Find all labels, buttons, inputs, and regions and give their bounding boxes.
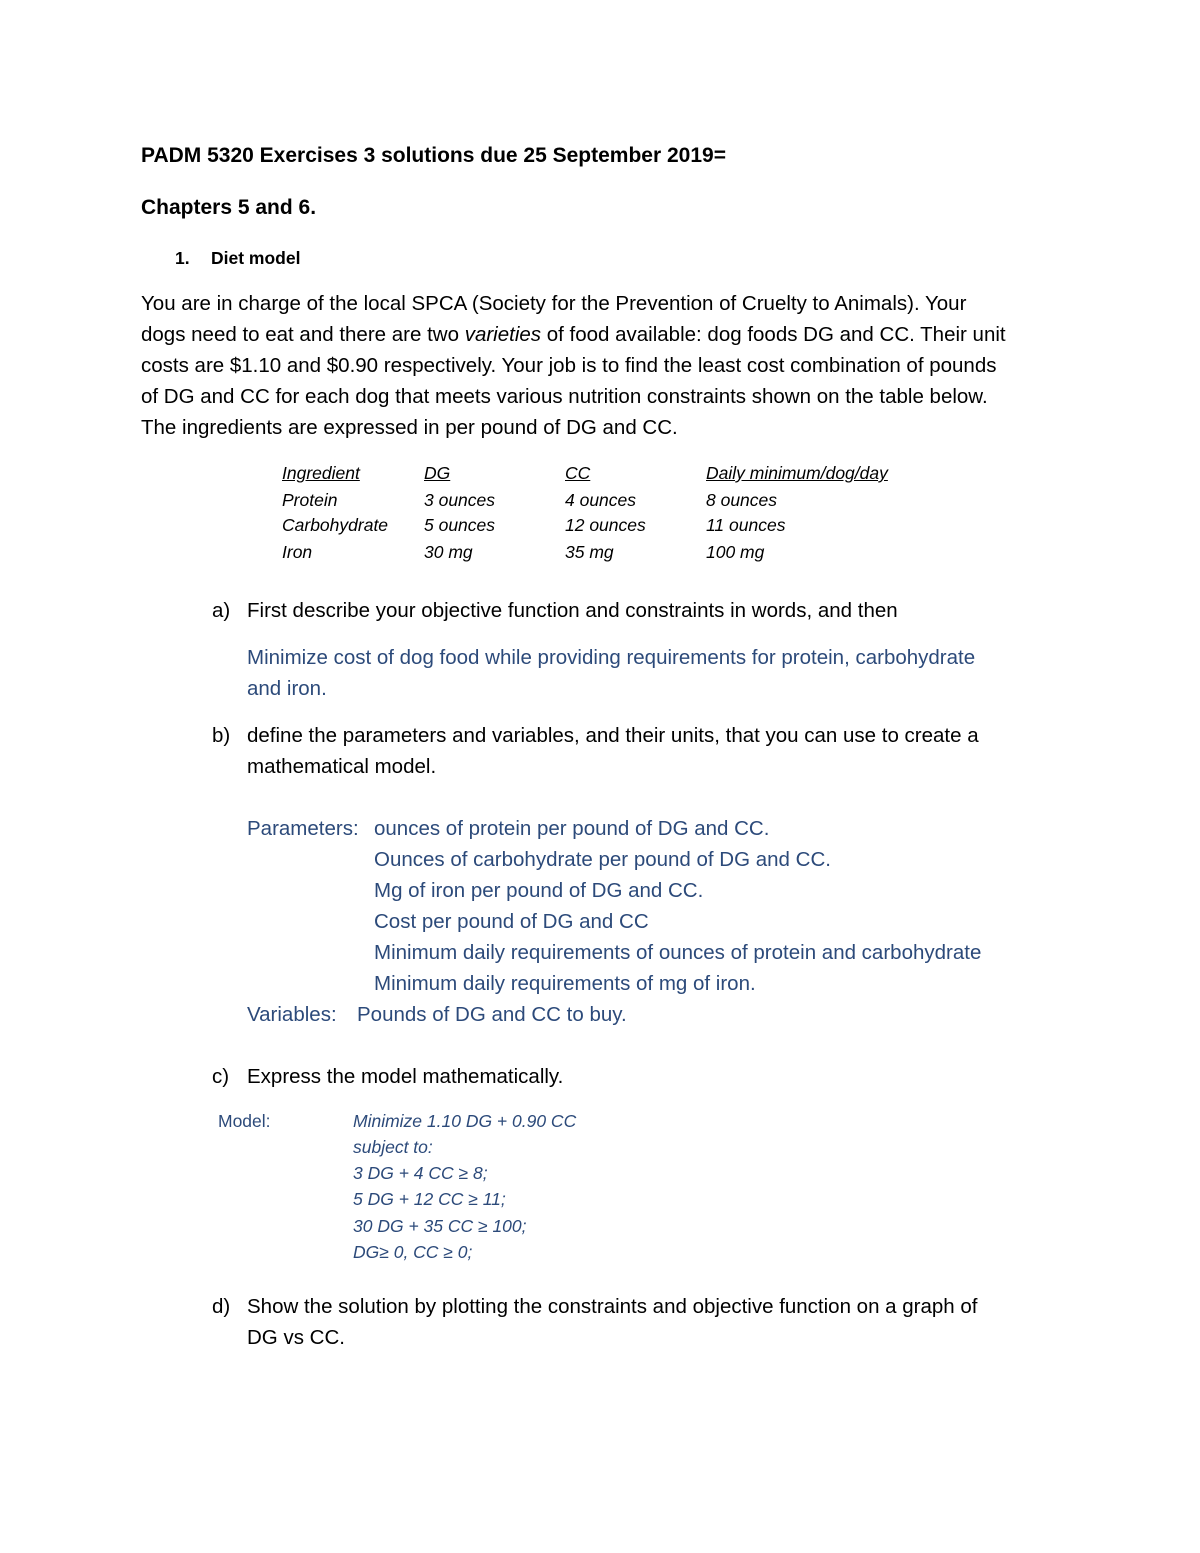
variables-value: Pounds of DG and CC to buy.: [357, 1003, 627, 1026]
section-heading: Diet model: [211, 248, 301, 268]
intro-line: dogs need to eat and there are two varieties of food available: dog foods DG and CC. Their unit: [141, 323, 1006, 346]
table-cell: Carbohydrate: [282, 515, 389, 535]
question-c-label: c): [212, 1065, 230, 1088]
parameter-item: Mg of iron per pound of DG and CC.: [374, 879, 704, 902]
model-line: 30 DG + 35 CC ≥ 100;: [353, 1216, 527, 1236]
emphasis-varieties: varieties: [464, 323, 542, 346]
variables-label: Variables:: [247, 1003, 337, 1026]
model-line: subject to:: [353, 1137, 433, 1157]
model-line: Minimize 1.10 DG + 0.90 CC: [353, 1111, 577, 1131]
table-cell: 3 ounces: [424, 490, 496, 510]
question-b-label: b): [212, 724, 231, 747]
table-cell: Iron: [282, 542, 313, 562]
model-line: 3 DG + 4 CC ≥ 8;: [353, 1163, 488, 1183]
table-cell: 11 ounces: [706, 515, 786, 535]
parameters-label: Parameters:: [247, 817, 359, 840]
question-a-label: a): [212, 599, 231, 622]
table-cell: 5 ounces: [424, 515, 496, 535]
table-header: Daily minimum/dog/day: [706, 463, 888, 483]
model-label: Model:: [218, 1111, 271, 1131]
intro-line: The ingredients are expressed in per pound of DG and CC.: [141, 416, 678, 439]
table-cell: 12 ounces: [565, 515, 646, 535]
parameter-item: Ounces of carbohydrate per pound of DG and CC.: [374, 848, 831, 871]
question-a-text: First describe your objective function and constraints in words, and then: [247, 599, 898, 622]
intro-line: You are in charge of the local SPCA (Society for the Prevention of Cruelty to Animals). Your: [141, 292, 967, 315]
parameter-item: ounces of protein per pound of DG and CC.: [374, 817, 770, 840]
question-b-text-line: define the parameters and variables, and their units, that you can use to create a: [247, 724, 979, 747]
table-cell: 8 ounces: [706, 490, 778, 510]
parameter-item: Minimum daily requirements of ounces of protein and carbohydrate: [374, 941, 982, 964]
model-line: 5 DG + 12 CC ≥ 11;: [353, 1189, 506, 1209]
document-title: PADM 5320 Exercises 3 solutions due 25 September 2019=: [141, 144, 726, 167]
table-cell: 35 mg: [565, 542, 614, 562]
question-d-label: d): [212, 1295, 231, 1318]
question-b-text-line: mathematical model.: [247, 755, 437, 778]
document-subtitle: Chapters 5 and 6.: [141, 196, 317, 219]
question-c-text: Express the model mathematically.: [247, 1065, 564, 1088]
table-cell: 30 mg: [424, 542, 473, 562]
question-d-text-line: DG vs CC.: [247, 1326, 345, 1349]
answer-a-line: and iron.: [247, 677, 327, 700]
intro-line: costs are $1.10 and $0.90 respectively. Your job is to find the least cost combination of pounds: [141, 354, 997, 377]
parameter-item: Cost per pound of DG and CC: [374, 910, 649, 933]
model-line: DG≥ 0, CC ≥ 0;: [353, 1242, 473, 1262]
answer-a-line: Minimize cost of dog food while providing requirements for protein, carbohydrate: [247, 646, 976, 669]
question-d-text-line: Show the solution by plotting the constraints and objective function on a graph of: [247, 1295, 978, 1318]
table-header: DG: [424, 463, 451, 483]
intro-paragraph: [141, 288, 1066, 443]
table-header: Ingredient: [282, 463, 360, 483]
parameter-item: Minimum daily requirements of mg of iron.: [374, 972, 756, 995]
table-cell: Protein: [282, 490, 338, 510]
section-number: 1.: [175, 248, 190, 268]
table-cell: 4 ounces: [565, 490, 637, 510]
intro-line: of DG and CC for each dog that meets various nutrition constraints shown on the table below.: [141, 385, 988, 408]
table-cell: 100 mg: [706, 542, 765, 562]
table-header: CC: [565, 463, 591, 483]
